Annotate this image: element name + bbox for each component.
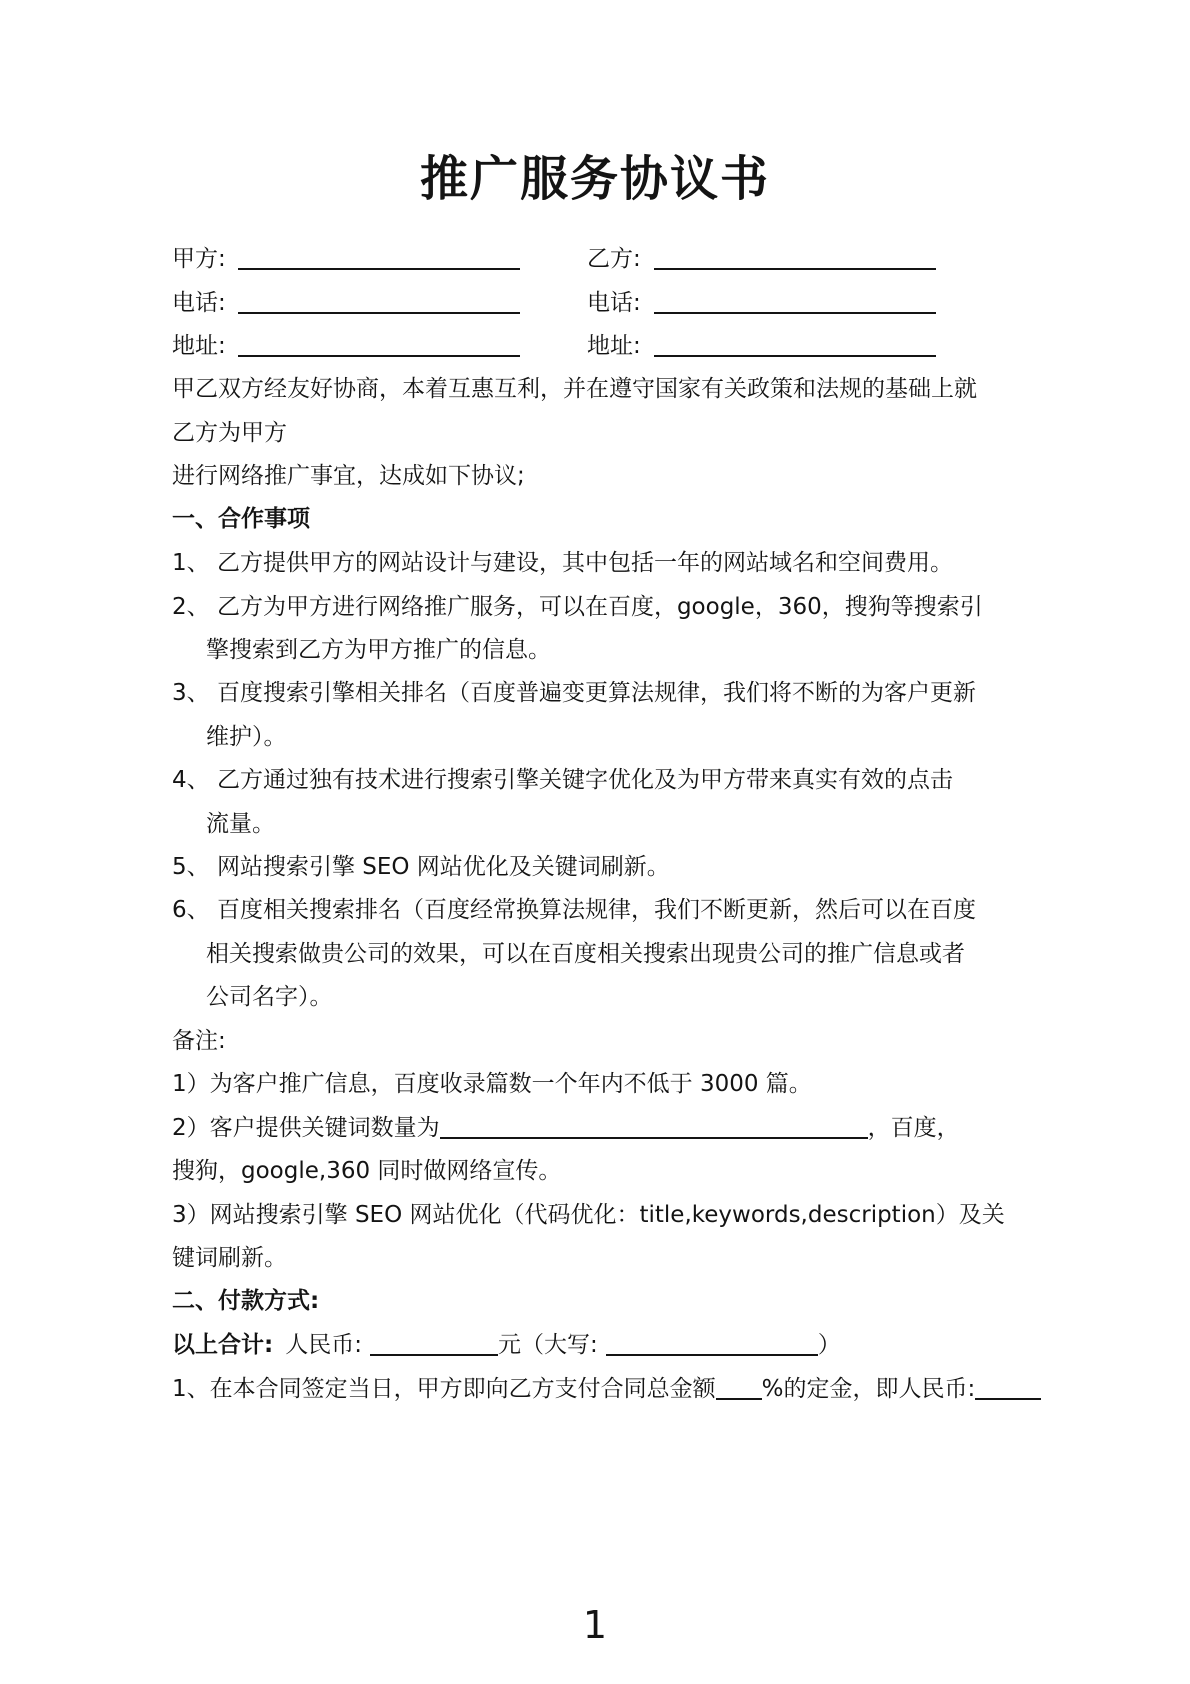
keyword-count-blank[interactable] bbox=[440, 1115, 868, 1139]
payment-item-1 bbox=[172, 1373, 1041, 1405]
intro-line-2: 乙方为甲方 bbox=[172, 420, 287, 446]
total-label: 以上合计: bbox=[172, 1332, 274, 1358]
amount-number-blank[interactable] bbox=[370, 1332, 498, 1356]
intro-line-3: 进行网络推广事宜，达成如下协议; bbox=[172, 463, 525, 489]
address-b-label: 地址: bbox=[587, 333, 641, 359]
item-3-line-1: 3、 百度搜索引擎相关排名（百度普遍变更算法规律，我们将不断的为客户更新 bbox=[172, 680, 976, 706]
address-a-blank[interactable] bbox=[238, 355, 520, 357]
section-1-heading: 一、合作事项 bbox=[172, 506, 310, 532]
note-2-line-1 bbox=[172, 1112, 960, 1144]
note-2-prefix: 2）客户提供关键词数量为 bbox=[172, 1115, 440, 1141]
item-2-line-2: 擎搜索到乙方为甲方推广的信息。 bbox=[206, 637, 551, 663]
party-b-blank[interactable] bbox=[654, 268, 936, 270]
item-3-line-2: 维护）。 bbox=[206, 724, 287, 750]
item-4-line-2: 流量。 bbox=[206, 811, 275, 837]
payment-total-line bbox=[172, 1329, 841, 1361]
item-1: 1、 乙方提供甲方的网站设计与建设，其中包括一年的网站域名和空间费用。 bbox=[172, 550, 953, 576]
intro-line-1: 甲乙双方经友好协商，本着互惠互利，并在遵守国家有关政策和法规的基础上就 bbox=[172, 376, 977, 402]
rmb-label: 人民币: bbox=[285, 1332, 362, 1358]
address-b-blank[interactable] bbox=[654, 355, 936, 357]
item-5: 5、 网站搜索引擎 SEO 网站优化及关键词刷新。 bbox=[172, 854, 670, 880]
note-1: 1）为客户推广信息，百度收录篇数一个年内不低于 3000 篇。 bbox=[172, 1071, 812, 1097]
yuan-label: 元（大写: bbox=[497, 1332, 598, 1358]
close-paren: ） bbox=[817, 1332, 841, 1358]
section-2-heading: 二、付款方式: bbox=[172, 1288, 320, 1314]
address-a-label: 地址: bbox=[172, 333, 226, 359]
document-title: 推广服务协议书 bbox=[419, 151, 770, 207]
phone-b-blank[interactable] bbox=[654, 312, 936, 314]
party-a-blank[interactable] bbox=[238, 268, 520, 270]
item-4-line-1: 4、 乙方通过独有技术进行搜索引擎关键字优化及为甲方带来真实有效的点击 bbox=[172, 767, 953, 793]
page-number: 1 bbox=[582, 1603, 608, 1647]
party-a-label: 甲方: bbox=[172, 246, 226, 272]
phone-a-label: 电话: bbox=[172, 290, 226, 316]
item-6-line-2: 相关搜索做贵公司的效果，可以在百度相关搜索出现贵公司的推广信息或者 bbox=[206, 941, 965, 967]
phone-b-label: 电话: bbox=[587, 290, 641, 316]
deposit-amount-blank[interactable] bbox=[975, 1376, 1041, 1400]
payment-1-prefix: 1、在本合同签定当日，甲方即向乙方支付合同总金额 bbox=[172, 1376, 716, 1402]
item-6-line-1: 6、 百度相关搜索排名（百度经常换算法规律，我们不断更新，然后可以在百度 bbox=[172, 897, 976, 923]
note-3-line-1: 3）网站搜索引擎 SEO 网站优化（代码优化：title,keywords,description）及关 bbox=[172, 1202, 1005, 1228]
item-6-line-3: 公司名字）。 bbox=[206, 984, 333, 1010]
party-b-label: 乙方: bbox=[587, 246, 641, 272]
phone-a-blank[interactable] bbox=[238, 312, 520, 314]
note-3-line-2: 键词刷新。 bbox=[172, 1245, 287, 1271]
payment-1-mid: %的定金，即人民币: bbox=[761, 1376, 976, 1402]
item-2-line-1: 2、 乙方为甲方进行网络推广服务，可以在百度，google，360，搜狗等搜索引 bbox=[172, 594, 983, 620]
notes-heading: 备注: bbox=[172, 1028, 226, 1054]
note-2-line-2: 搜狗，google,360 同时做网络宣传。 bbox=[172, 1158, 562, 1184]
deposit-percent-blank[interactable] bbox=[716, 1376, 762, 1400]
note-2-suffix: ，百度， bbox=[867, 1115, 960, 1141]
amount-words-blank[interactable] bbox=[606, 1332, 818, 1356]
